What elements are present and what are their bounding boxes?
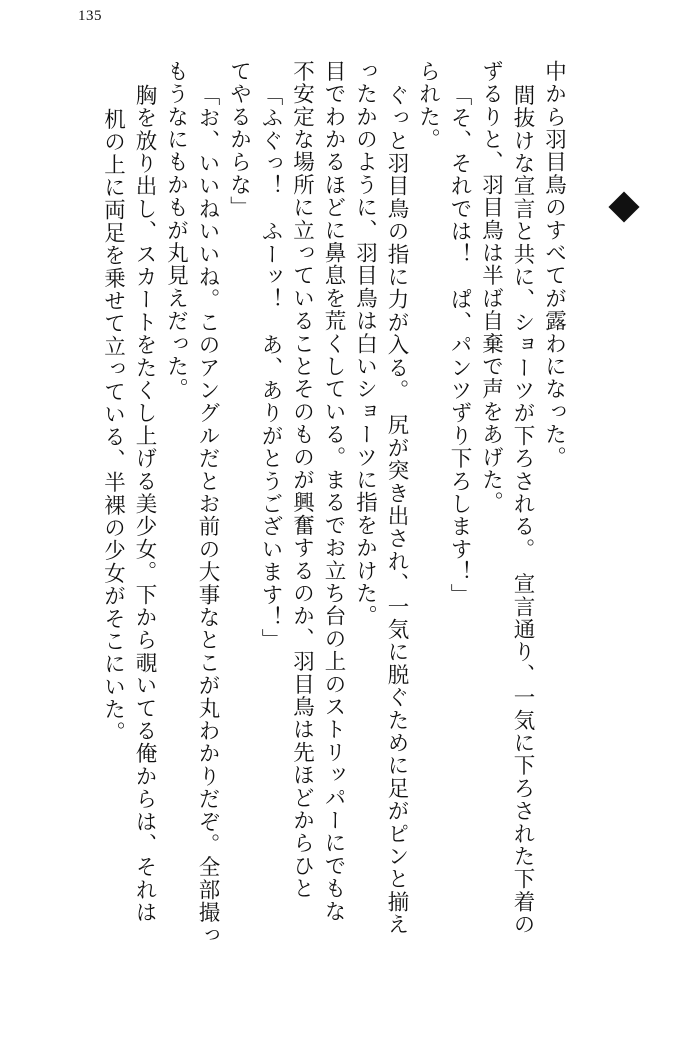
text-column: ずるりと、羽目鳥は半ば自棄で声をあげた。	[479, 60, 504, 514]
text-column: 中から羽目鳥のすべてが露わになった。	[542, 60, 567, 469]
text-column: 机の上に両足を乗せて立っている、半裸の少女がそこにいた。	[101, 108, 126, 744]
text-column: 「ふぐっ！ ふーッ！ あ、ありがとうございます！」	[259, 84, 283, 652]
text-column: ったかのように、羽目鳥は白いショーツに指をかけた。	[353, 60, 378, 628]
text-column: 「お、いいねいいね。このアングルだとお前の大事なとこが丸わかりだぞ。全部撮っ	[196, 84, 220, 947]
text-column: 間抜けな宣言と共に、ショーツが下ろされる。 宣言通り、一気に下ろされた下着の	[511, 84, 535, 936]
text-column: られた。	[416, 60, 441, 151]
page-number: 135	[78, 8, 102, 24]
text-column: 目でわかるほどに鼻息を荒くしている。まるでお立ち台の上のストリッパーにでもな	[322, 60, 346, 923]
text-column: もうなにもかもが丸見えだった。	[164, 60, 189, 401]
text-column: ぐっと羽目鳥の指に力が入る。 尻が突き出され、一気に脱ぐために足がピンと揃え	[385, 84, 409, 936]
text-column: 「そ、それでは！ ぱ、パンツずり下ろします！」	[448, 84, 472, 607]
text-column: 不安定な場所に立っていることそのものが興奮するのか、羽目鳥は先ほどからひと	[290, 60, 315, 900]
text-column: 胸を放り出し、スカートをたくし上げる美少女。下から覗いてる俺からは、それは	[133, 84, 157, 924]
vertical-text-body	[92, 60, 662, 1015]
text-column: てやるからな」	[227, 60, 252, 219]
